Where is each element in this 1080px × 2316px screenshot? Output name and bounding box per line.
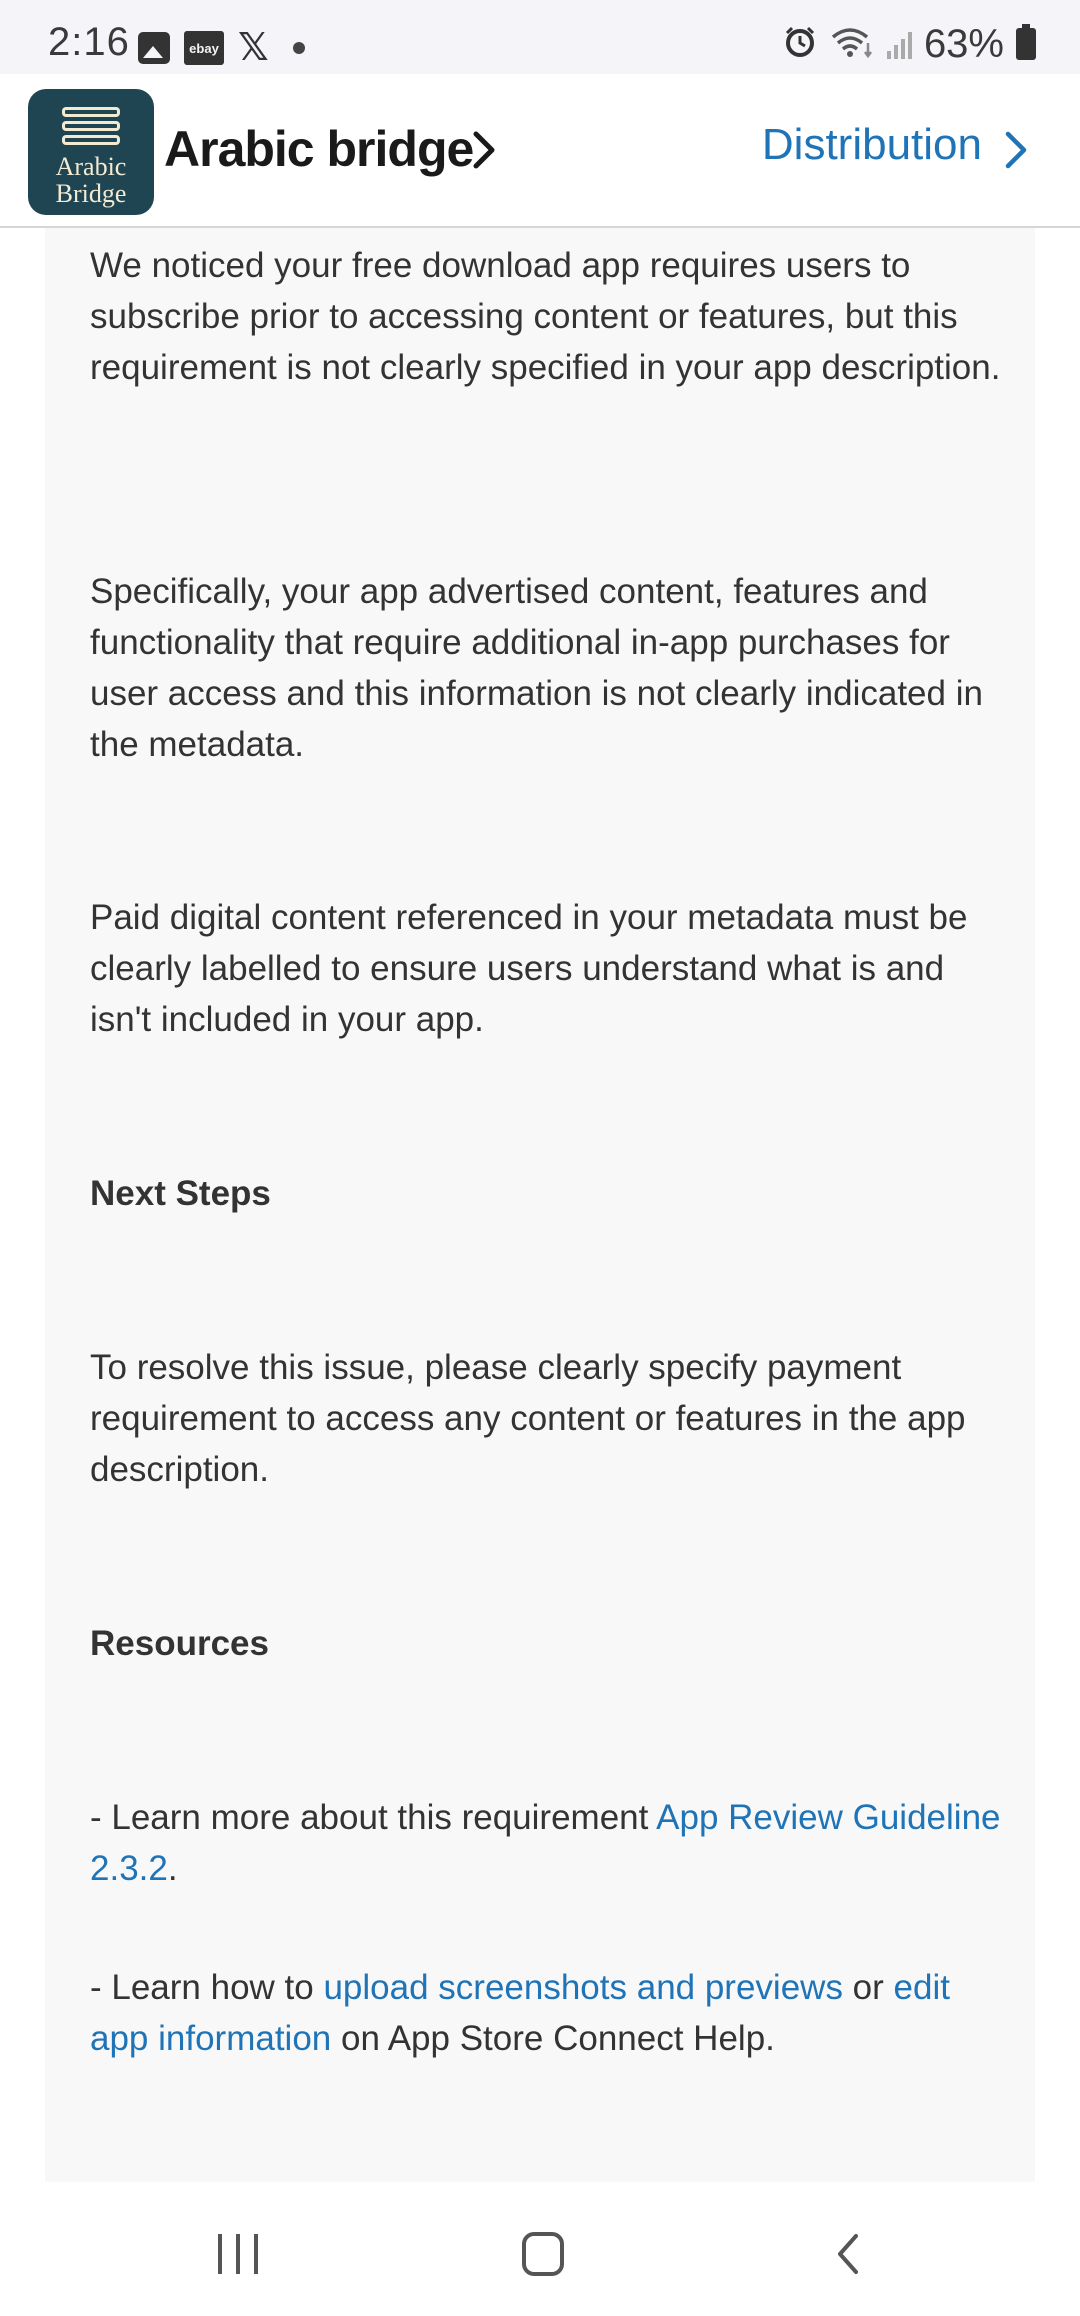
- dot-icon: [293, 42, 305, 54]
- heading-next-steps: Next Steps: [90, 1174, 271, 1213]
- back-icon[interactable]: [832, 2230, 862, 2278]
- upload-screenshots-link[interactable]: upload screenshots and previews: [323, 1968, 843, 2007]
- distribution-link[interactable]: Distribution: [761, 120, 982, 169]
- system-icons: [783, 22, 1036, 66]
- navigation-bar: [0, 2182, 1080, 2316]
- wifi-icon: [829, 25, 875, 64]
- alarm-icon: [783, 25, 817, 64]
- status-time: 2:16: [48, 20, 130, 64]
- home-icon[interactable]: [522, 2232, 564, 2276]
- app-logo[interactable]: [28, 89, 154, 215]
- notification-icons: [138, 28, 305, 68]
- ebay-icon: ebay: [184, 31, 224, 65]
- battery-percent: 63%: [923, 21, 1004, 66]
- distribution-chevron-icon[interactable]: [1002, 128, 1032, 172]
- recents-icon[interactable]: [218, 2234, 258, 2274]
- logo-text: Arabic Bridge: [55, 152, 127, 208]
- edit-app-info-link[interactable]: edit app information: [90, 1968, 950, 2058]
- battery-icon: [1016, 28, 1036, 60]
- heading-resources: Resources: [90, 1624, 269, 1663]
- paragraph-resolve: To resolve this issue, please clearly specify payment requirement to access any content or features in the app description.: [90, 1348, 966, 1489]
- app-header: [0, 74, 1080, 228]
- status-bar: [0, 0, 1080, 74]
- paragraph-in-app-purchases: Specifically, your app advertised content, features and functionality that require additional in-app purchases for user access and this information is not clearly indicated in the metadata.: [90, 572, 983, 764]
- paragraph-subscription-notice: We noticed your free download app requires users to subscribe prior to accessing content or features, but this requirement is not clearly specified in your app description.: [90, 246, 1001, 387]
- books-icon: [62, 107, 120, 149]
- paragraph-paid-content: Paid digital content referenced in your metadata must be clearly labelled to ensure users understand what is and isn't included in your app.: [90, 898, 968, 1039]
- resource-help: - Learn how to upload screenshots and previews or edit app information on App Store Connect Help.: [90, 1968, 950, 2058]
- x-icon: 𝕏: [238, 27, 269, 69]
- signal-icon: [887, 29, 912, 59]
- resource-guideline: - Learn more about this requirement App Review Guideline 2.3.2.: [90, 1798, 1001, 1888]
- chevron-right-icon[interactable]: [470, 128, 500, 172]
- guideline-link[interactable]: App Review Guideline 2.3.2: [90, 1798, 1001, 1888]
- image-icon: [138, 32, 170, 64]
- app-title[interactable]: Arabic bridge: [164, 121, 474, 177]
